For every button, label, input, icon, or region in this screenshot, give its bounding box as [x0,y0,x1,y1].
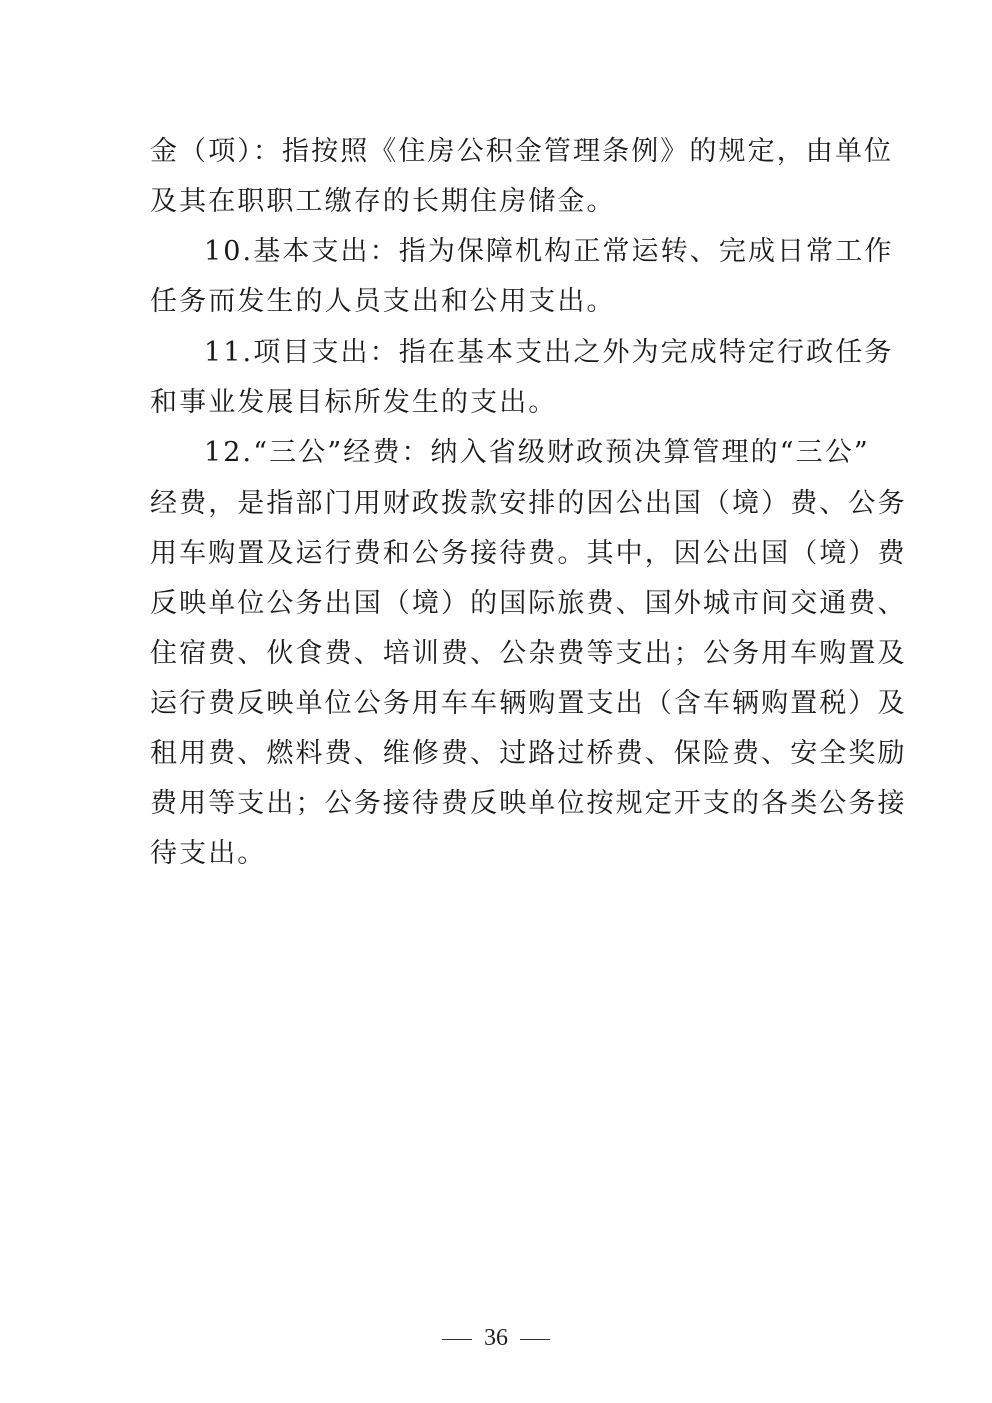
paragraph-line: 及其在职职工缴存的长期住房储金。 [150,186,616,217]
footer-dash-left [442,1339,472,1340]
paragraph-line: 金（项）：指按照《住房公积金管理条例》的规定，由单位 [150,136,894,167]
paragraph-line: 费用等支出；公务接待费反映单位按规定开支的各类公务接 [150,788,907,819]
page-footer [0,1323,992,1353]
paragraph-line: 经费，是指部门用财政拨款安排的因公出国（境）费、公务 [150,488,907,519]
paragraph-line: 12.“三公”经费：纳入省级财政预决算管理的“三公” [204,437,870,468]
page-number: 36 [484,1325,508,1351]
paragraph-line: 租用费、燃料费、维修费、过路过桥费、保险费、安全奖励 [150,738,907,769]
footer-dash-right [520,1339,550,1340]
paragraph-line: 运行费反映单位公务用车车辆购置支出（含车辆购置税）及 [150,688,907,719]
paragraph-line: 11.项目支出：指在基本支出之外为完成特定行政任务 [204,337,894,368]
paragraph-line: 反映单位公务出国（境）的国际旅费、国外城市间交通费、 [150,588,907,619]
paragraph-line: 待支出。 [150,838,267,869]
paragraph-line: 任务而发生的人员支出和公用支出。 [150,286,616,317]
paragraph-line: 用车购置及运行费和公务接待费。其中，因公出国（境）费 [150,538,907,569]
paragraph-line: 10.基本支出：指为保障机构正常运转、完成日常工作 [204,236,894,267]
paragraph-line: 和事业发展目标所发生的支出。 [150,387,558,418]
paragraph-line: 住宿费、伙食费、培训费、公杂费等支出；公务用车购置及 [150,638,907,669]
